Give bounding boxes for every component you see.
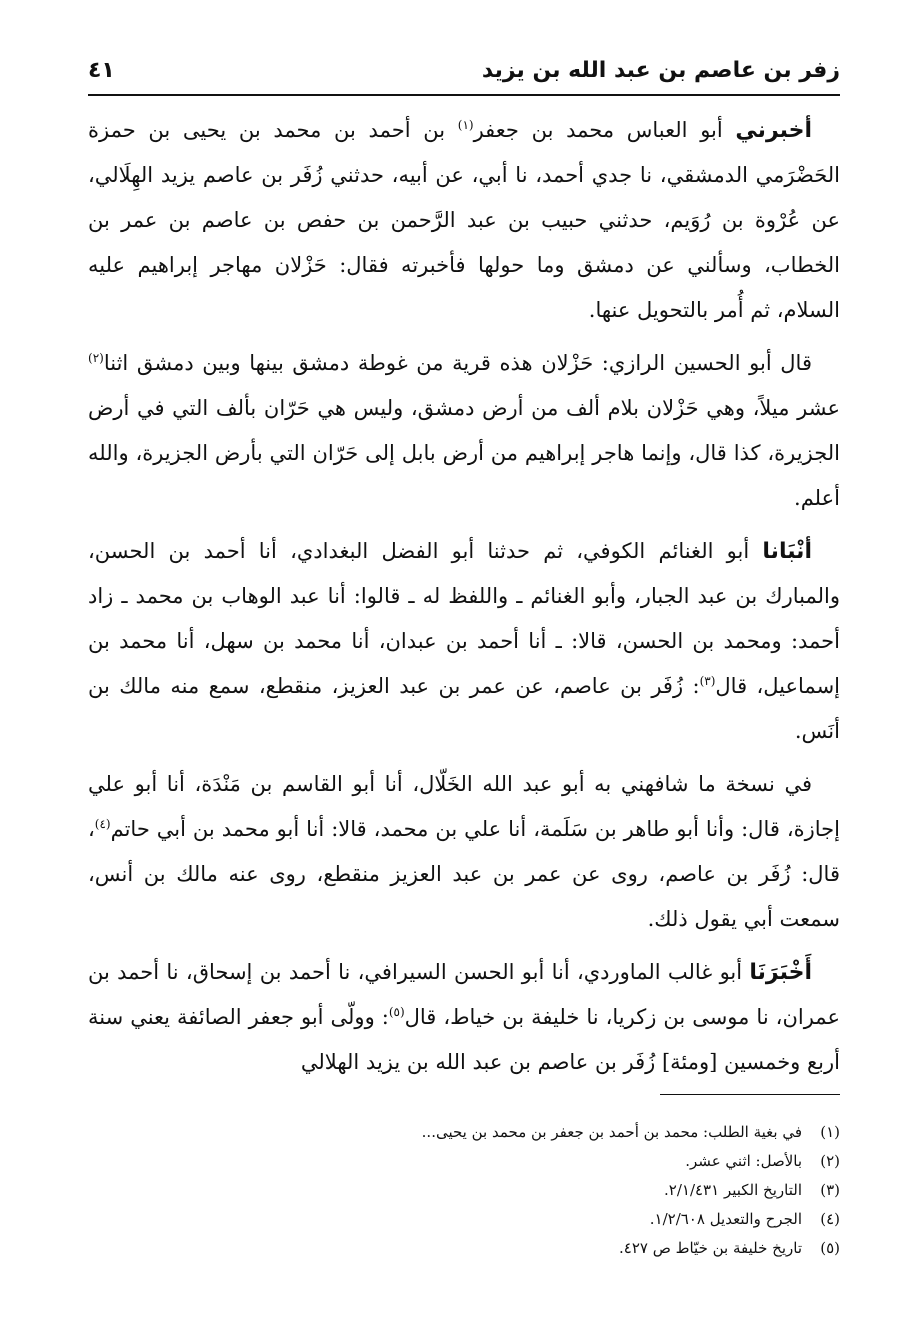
paragraph-text: عشر ميلاً، وهي حَزْلان بلام ألف من أرض دمشق، وليس هي حَرّان بألف التي في أرض الجزيرة، كذا قال، وإنما هاجر إبراهيم من أرض بابل إلى حَرّان التي بأرض الجزيرة، والله أعلم.: [88, 396, 840, 510]
footnote: [300, 1205, 840, 1234]
footnote-ref: (٥): [388, 1005, 405, 1019]
footnote: [300, 1118, 840, 1147]
footnote-ref: (٢): [88, 351, 104, 365]
footnote-number: (٣): [820, 1181, 840, 1199]
footnote-text: بالأصل: اثني عشر.: [685, 1152, 802, 1170]
footnote-text: في بغية الطلب: محمد بن أحمد بن جعفر بن محمد بن يحيى...: [421, 1123, 802, 1141]
footnote: [300, 1147, 840, 1176]
footnote: [300, 1176, 840, 1205]
paragraph-text: : زُفَر بن عاصم، عن عمر بن عبد العزيز، منقطع، سمع منه مالك بن أنَس.: [88, 674, 840, 743]
footnote-number: (٤): [820, 1210, 840, 1228]
footnote-number: (٥): [820, 1239, 840, 1257]
footnote-ref: (٤): [94, 817, 111, 831]
paragraph-text: : وولّى أبو جعفر الصائفة يعني سنة أربع وخمسين [ومئة] زُفَر بن عاصم بن عبد الله بن يزيد الهلالي: [88, 1005, 840, 1074]
main-text: [88, 108, 840, 1093]
paragraph-text: في نسخة ما شافهني به أبو عبد الله الخَلّال، أنا أبو القاسم بن مَنْدَة، أنا أبو علي إجازة، قال: وأنا أبو طاهر بن سَلَمة، أنا علي بن محمد، قالا: أنا أبو محمد بن أبي حاتم: [88, 772, 840, 841]
footnote-separator: [660, 1094, 840, 1095]
footnotes: [300, 1118, 840, 1263]
footnote-number: (٢): [820, 1152, 840, 1170]
footnote-ref: (١): [457, 118, 474, 132]
paragraph-3: [88, 529, 840, 754]
page-header: [88, 56, 840, 96]
paragraph-4: [88, 762, 840, 942]
footnote-text: تاريخ خليفة بن خيّاط ص ٤٢٧.: [618, 1239, 802, 1257]
running-title: زفر بن عاصم بن عبد الله بن يزيد: [481, 58, 840, 83]
paragraph-1: [88, 108, 840, 333]
footnote-ref: (٣): [699, 674, 716, 688]
paragraph-2: [88, 341, 840, 521]
page-number: ٤١: [88, 58, 115, 83]
paragraph-text: بن أحمد بن محمد بن يحيى بن حمزة الحَضْرَمي الدمشقي، نا جدي أحمد، نا أبي، عن أبيه، حدثني زُفَر بن عاصم يزيد الهِلَالي، عن عُرْوة بن رُوَيم، حدثني حبيب بن عبد الرَّحمن بن حفص بن عاصم بن عمر بن الخطاب، وسألني عن دمشق وما حولها فأخبرته فقال: حَزْلان مهاجر إبراهيم عليه السلام، ثم أُمر بالتحويل عنها.: [88, 118, 840, 322]
paragraph-lead: أَخْبَرَنَا: [749, 960, 812, 985]
paragraph-text: أبو غالب الماوردي، أنا أبو الحسن السيرافي، نا أحمد بن إسحاق، نا أحمد بن عمران، نا موسى بن زكريا، نا خليفة بن خياط، قال: [88, 960, 840, 1029]
paragraph-text: أبو العباس محمد بن جعفر: [473, 118, 736, 142]
paragraph-text: ، قال: زُفَر بن عاصم، روى عن عمر بن عبد العزيز منقطع، روى عنه مالك بن أنس، سمعت أبي يقول ذلك.: [88, 817, 840, 931]
paragraph-5: [88, 950, 840, 1085]
footnote: [300, 1234, 840, 1263]
footnote-number: (١): [820, 1123, 840, 1141]
footnote-text: التاريخ الكبير ٢/١/٤٣١.: [664, 1181, 802, 1199]
footnote-text: الجرح والتعديل ١/٢/٦٠٨.: [649, 1210, 802, 1228]
paragraph-lead: أنْبَانا: [762, 539, 812, 564]
paragraph-text: قال أبو الحسين الرازي: حَزْلان هذه قرية من غوطة دمشق بينها وبين دمشق اثنا: [103, 351, 812, 375]
paragraph-text: أبو الغنائم الكوفي، ثم حدثنا أبو الفضل البغدادي، أنا أحمد بن الحسن، والمبارك بن عبد الجبار، وأبو الغنائم ـ واللفظ له ـ قالوا: أنا عبد الوهاب بن محمد ـ زاد أحمد: ومحمد بن الحسن، قالا: ـ أنا أحمد بن عبدان، أنا محمد بن سهل، أنا محمد بن إسماعيل، قال: [88, 539, 841, 698]
paragraph-lead: أخبرني: [735, 118, 813, 143]
header-rule: [88, 94, 840, 96]
